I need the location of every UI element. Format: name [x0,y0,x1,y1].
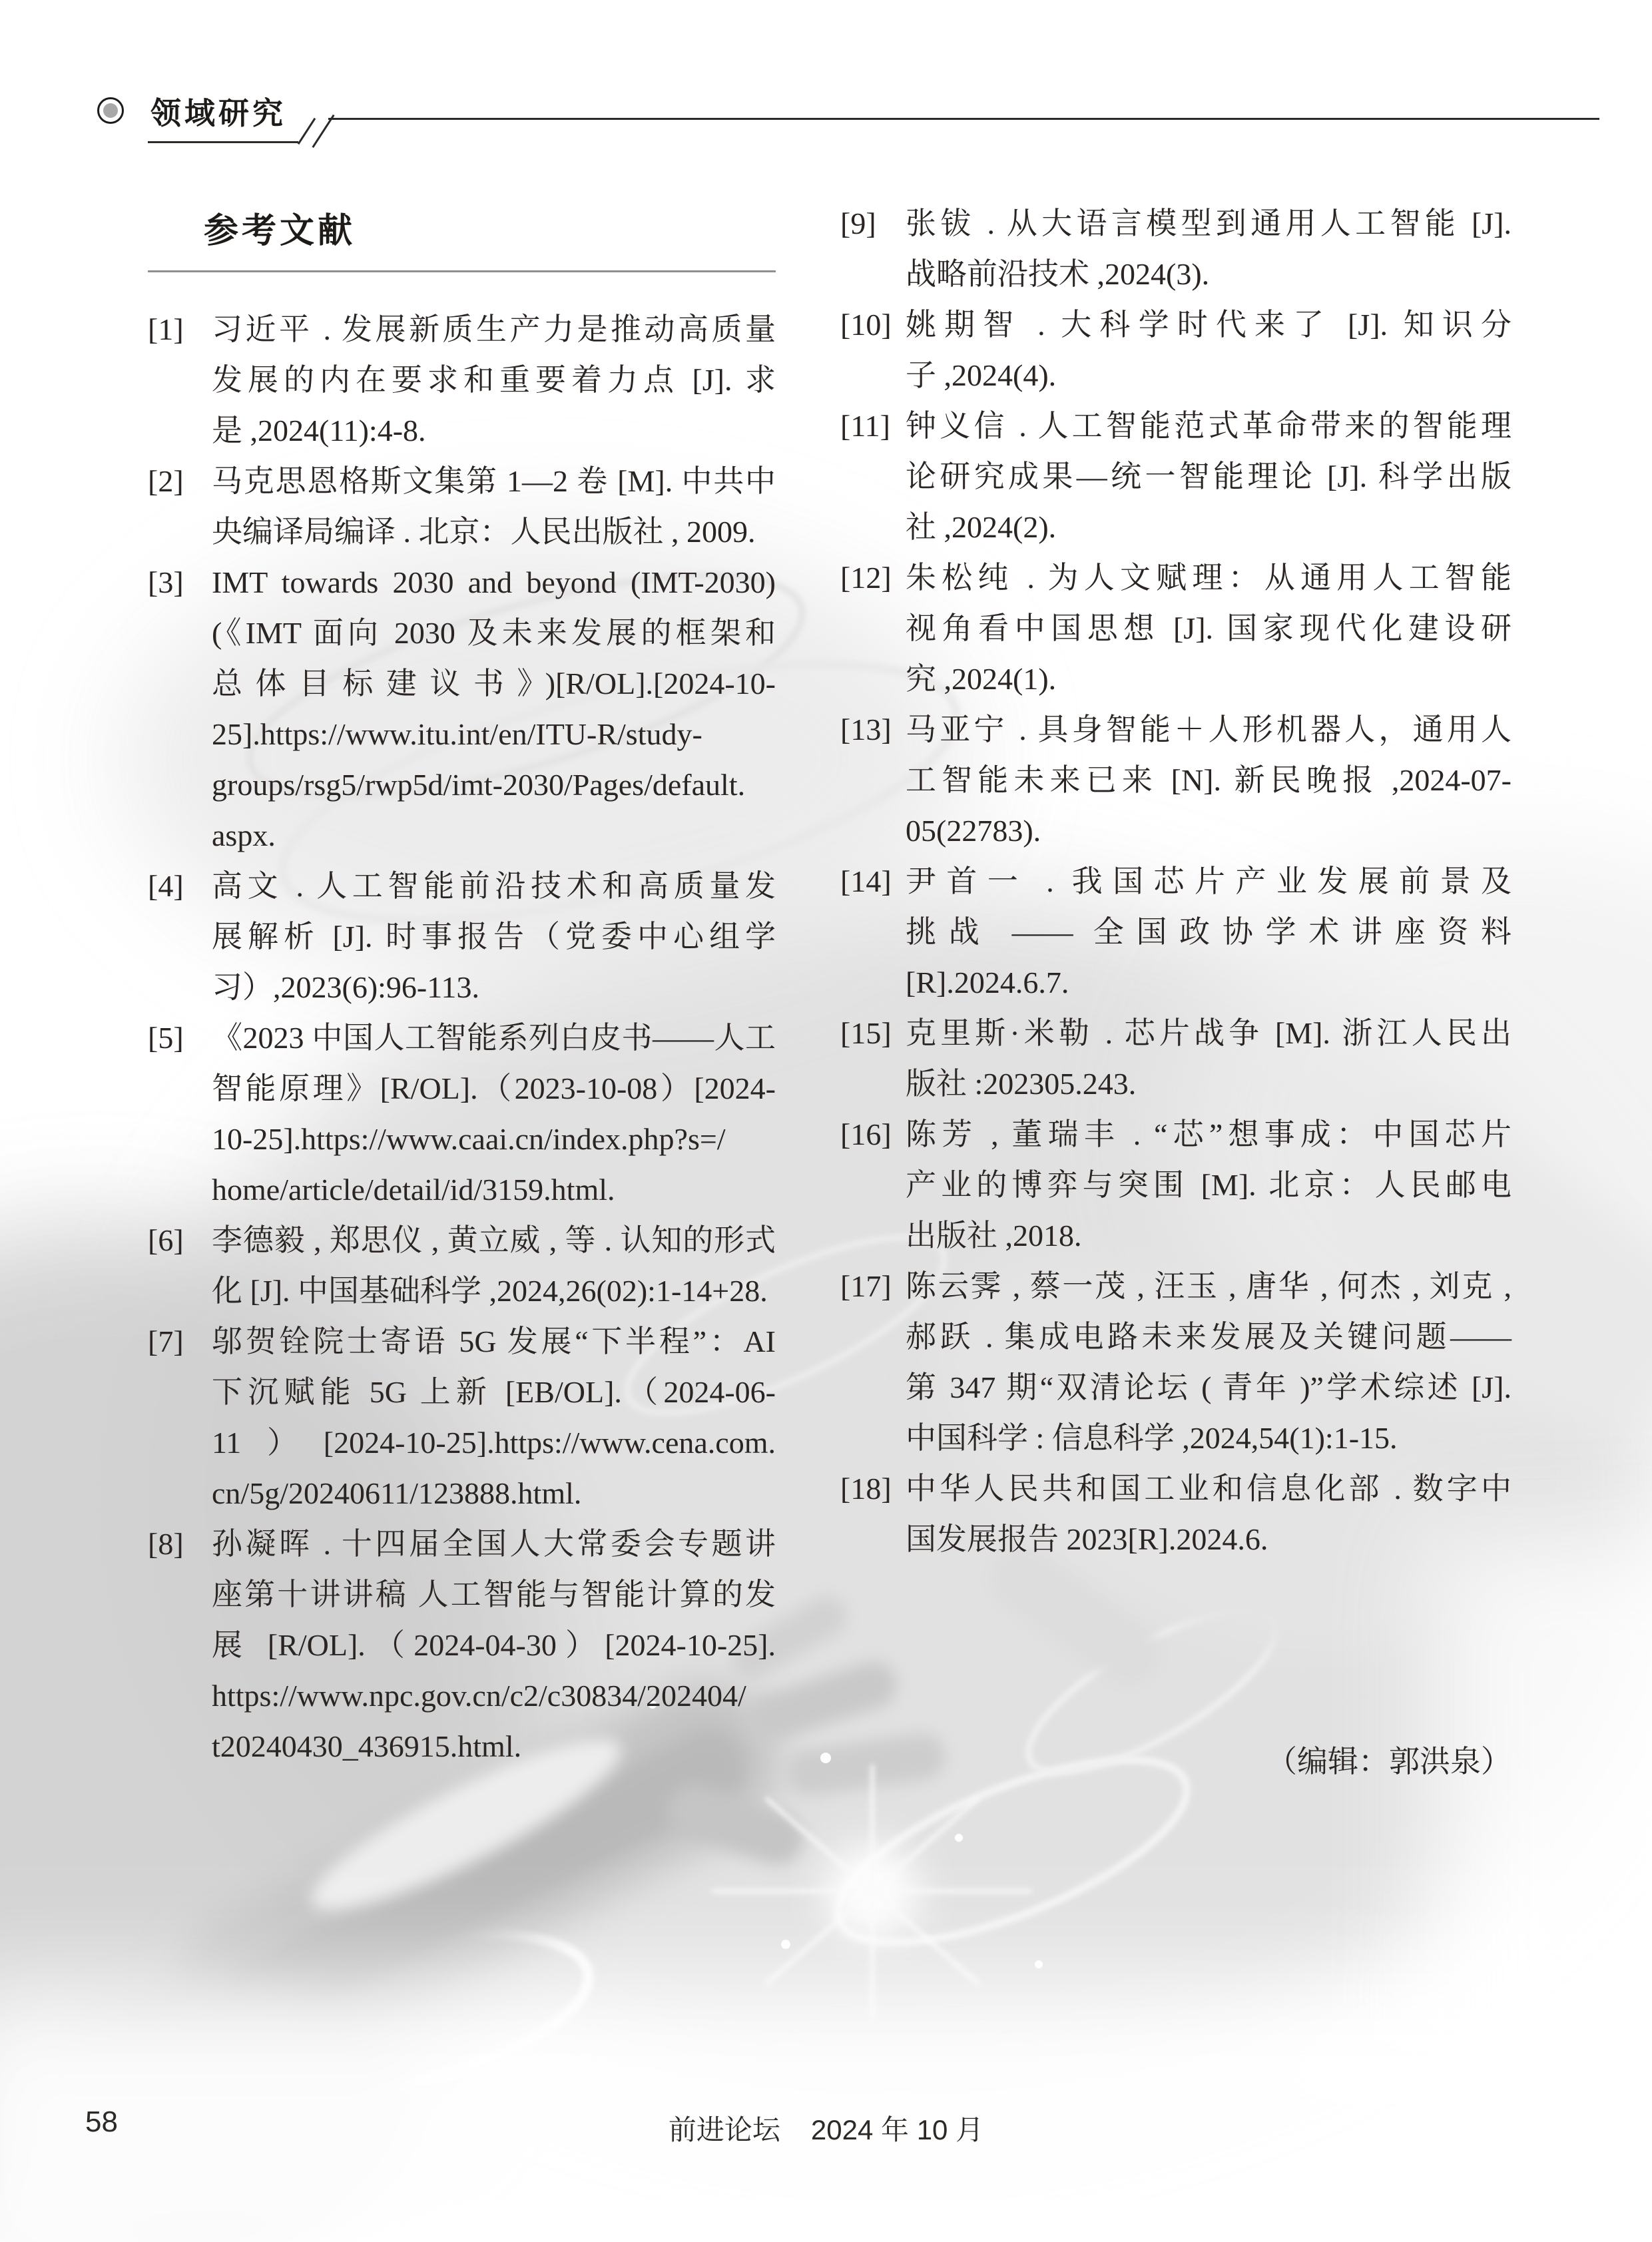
reference-item [840,300,1512,401]
references-title-rule [148,270,776,272]
reference-number: [14] [840,864,892,898]
reference-body [906,198,1512,300]
section-label: 领域研究 [150,96,286,131]
reference-line: 战略前沿技术 ,2024(3). [906,257,1210,291]
reference-line: 邬贺铨院士寄语 5G 发展“下半程”：AI [212,1324,776,1358]
references-title: 参考文献 [204,212,356,250]
reference-line: home/article/detail/id/3159.html. [212,1173,615,1207]
reference-line: groups/rsg5/rwp5d/imt-2030/Pages/default. [212,768,746,802]
reference-number: [16] [840,1117,892,1151]
reference-number: [13] [840,712,892,746]
reference-body [906,300,1512,401]
reference-line: 座第十讲讲稿 人工智能与智能计算的发 [212,1577,776,1611]
reference-number: [9] [840,206,876,240]
header-rule-long [328,118,1599,120]
reference-item [840,553,1512,704]
reference-line: 05(22783). [906,814,1041,848]
reference-item [840,704,1512,856]
reference-body [906,401,1512,553]
reference-body [212,557,776,861]
reference-line: 论研究成果—统一智能理论 [J]. 科学出版 [906,459,1512,493]
reference-line: 央编译局编译 . 北京：人民出版社 , 2009. [212,515,756,549]
reference-line: 朱松纯 . 为人文赋理：从通用人工智能 [906,561,1512,595]
reference-line: 郝跃 . 集成电路未来发展及关键问题—— [906,1320,1512,1354]
reference-line: 究 ,2024(1). [906,662,1057,696]
reference-item [840,198,1512,300]
reference-number: [3] [148,565,184,599]
reference-body [906,1008,1512,1109]
reference-number: [2] [148,464,184,498]
footer-journal-line [0,2108,1652,2148]
reference-line: 马克思恩格斯文集第 1—2 卷 [M]. 中共中 [212,464,776,498]
reference-line: aspx. [212,818,276,852]
reference-number: [1] [148,312,184,346]
reference-line: 视角看中国思想 [J]. 国家现代化建设研 [906,611,1512,645]
reference-line: 发展的内在要求和重要着力点 [J]. 求 [212,363,776,397]
reference-item [840,856,1512,1008]
reference-number: [7] [148,1324,184,1358]
reference-line: 姚期智 . 大科学时代来了 [J]. 知识分 [906,308,1512,342]
reference-item [148,861,776,1013]
reference-number: [5] [148,1021,184,1055]
references-column-right [840,198,1512,1565]
reference-item [840,401,1512,553]
reference-line: 陈芳 , 董瑞丰 . “芯”想事成：中国芯片 [906,1117,1512,1151]
reference-item [840,1261,1512,1464]
reference-body [906,856,1512,1008]
reference-item [148,456,776,557]
reference-item [840,1008,1512,1109]
reference-number: [15] [840,1016,892,1050]
reference-body [212,1013,776,1215]
reference-item [840,1109,1512,1261]
reference-line: 《2023 中国人工智能系列白皮书——人工 [212,1021,776,1055]
reference-item [148,557,776,861]
reference-line: https://www.npc.gov.cn/c2/c30834/202404/ [212,1679,746,1713]
reference-line: 马亚宁 . 具身智能＋人形机器人，通用人 [906,712,1512,746]
reference-line: 10-25].https://www.caai.cn/index.php?s=/ [212,1122,726,1156]
reference-line: 陈云霁 , 蔡一茂 , 汪玉 , 唐华 , 何杰 , 刘克 , [906,1269,1512,1303]
reference-line: 化 [J]. 中国基础科学 ,2024,26(02):1-14+28. [212,1274,768,1308]
reference-line: IMT towards 2030 and beyond (IMT-2030) [212,565,776,599]
reference-item [148,304,776,456]
reference-body [906,553,1512,704]
reference-line: 下沉赋能 5G 上新 [EB/OL].（2024-06- [212,1375,776,1409]
reference-number: [6] [148,1223,184,1257]
reference-line: 子 ,2024(4). [906,358,1057,392]
reference-number: [8] [148,1527,184,1561]
reference-line: t20240430_436915.html. [212,1729,522,1763]
page-number: 58 [85,2105,118,2138]
editor-credit: （编辑：郭洪泉） [1266,1745,1512,1779]
reference-line: 展解析 [J]. 时事报告（党委中心组学 [212,920,776,954]
reference-line: 产业的博弈与突围 [M]. 北京：人民邮电 [906,1168,1512,1202]
reference-line: 尹首一 . 我国芯片产业发展前景及 [906,864,1512,898]
reference-body [212,1215,776,1316]
reference-line: [R].2024.6.7. [906,966,1069,999]
reference-body [906,1261,1512,1464]
reference-number: [4] [148,869,184,903]
reference-body [212,861,776,1013]
reference-line: (《IMT 面向 2030 及未来发展的框架和 [212,616,776,650]
reference-body [906,704,1512,856]
references-column-left [148,304,776,1772]
reference-body [212,456,776,557]
reference-item [840,1464,1512,1565]
reference-number: [10] [840,308,892,342]
reference-body [212,1519,776,1772]
journal-name: 前进论坛 [668,2114,780,2145]
reference-line: 工智能未来已来 [N]. 新民晚报 ,2024-07- [906,763,1512,797]
reference-line: 习近平 . 发展新质生产力是推动高质量 [212,312,776,346]
header-rule-short [148,141,298,143]
reference-line: 张钹 . 从大语言模型到通用人工智能 [J]. [906,206,1512,240]
reference-line: 总体目标建议书》)[R/OL].[2024-10- [212,667,776,701]
reference-line: 第 347 期“双清论坛 ( 青年 )”学术综述 [J]. [906,1370,1512,1404]
reference-number: [11] [840,409,890,443]
reference-line: 钟义信 . 人工智能范式革命带来的智能理 [906,409,1512,443]
reference-number: [12] [840,561,892,595]
reference-line: 版社 :202305.243. [906,1067,1137,1101]
reference-line: 是 ,2024(11):4-8. [212,414,426,447]
reference-number: [18] [840,1472,892,1506]
bullet-dot-icon [103,103,118,118]
reference-line: 25].https://www.itu.int/en/ITU-R/study- [212,717,702,751]
reference-body [906,1464,1512,1565]
reference-body [212,304,776,456]
reference-line: 出版社 ,2018. [906,1219,1082,1253]
reference-line: 孙凝晖 . 十四届全国人大常委会专题讲 [212,1527,776,1561]
reference-body [212,1316,776,1519]
section-bullet-icon [97,97,124,124]
reference-line: 克里斯·米勒 . 芯片战争 [M]. 浙江人民出 [906,1016,1512,1050]
reference-line: 挑战 —— 全国政协学术讲座资料 [906,915,1512,949]
reference-line: 11）[2024-10-25].https://www.cena.com. [212,1426,776,1460]
reference-item [148,1316,776,1519]
reference-item [148,1013,776,1215]
reference-item [148,1215,776,1316]
reference-line: 展 [R/OL].（2024-04-30）[2024-10-25]. [212,1628,776,1662]
reference-line: 智能原理》[R/OL].（2023-10-08）[2024- [212,1071,776,1105]
reference-line: 高文 . 人工智能前沿技术和高质量发 [212,869,776,903]
reference-line: 国发展报告 2023[R].2024.6. [906,1522,1268,1556]
reference-line: 李德毅 , 郑思仪 , 黄立威 , 等 . 认知的形式 [212,1223,776,1257]
reference-number: [17] [840,1269,892,1303]
reference-line: 中华人民共和国工业和信息化部 . 数字中 [906,1472,1512,1506]
reference-body [906,1109,1512,1261]
reference-line: cn/5g/20240611/123888.html. [212,1476,582,1510]
reference-line: 习）,2023(6):96-113. [212,970,480,1004]
reference-line: 社 ,2024(2). [906,510,1057,544]
issue-date: 2024 年 10 月 [810,2114,984,2145]
reference-item [148,1519,776,1772]
reference-line: 中国科学 : 信息科学 ,2024,54(1):1-15. [906,1421,1398,1455]
